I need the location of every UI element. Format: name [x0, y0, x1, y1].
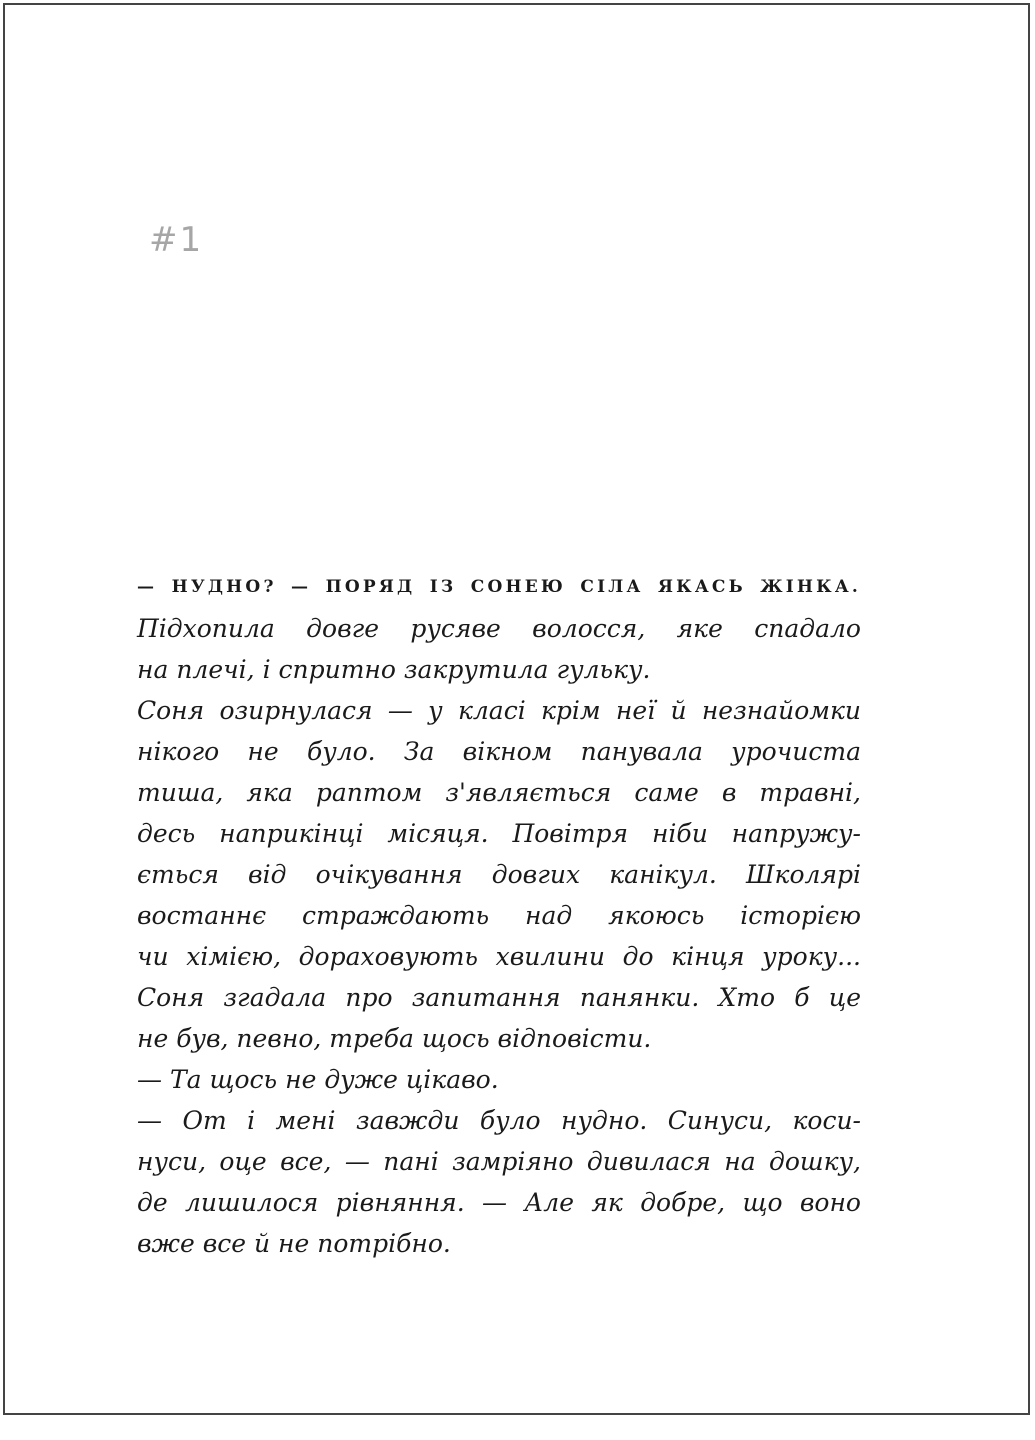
text-line: — Та щось не дуже цікаво. — [137, 1065, 499, 1094]
text-line: тиша, яка раптом з'являється саме в травні, — [137, 778, 861, 807]
text-line: Соня озирнулася — у класі крім неї й незнайомки — [137, 696, 861, 725]
chapter-text — [137, 567, 861, 1264]
text-line: ється від очікування довгих канікул. Школярі — [137, 860, 861, 889]
text-line: де лишилося рівняння. — Але як добре, що воно — [137, 1188, 861, 1217]
text-line: востаннє страждають над якоюсь історією — [137, 901, 861, 930]
text-line: нуси, оце все, — пані замріяно дивилася на дошку, — [137, 1147, 861, 1176]
text-line: десь наприкінці місяця. Повітря ніби напружу- — [137, 819, 861, 848]
text-line: вже все й не потрібно. — [137, 1229, 451, 1258]
text-line: Соня згадала про запитання панянки. Хто б це — [137, 983, 861, 1012]
text-line: Підхопила довге русяве волосся, яке спадало — [137, 614, 861, 643]
text-line: — От і мені завжди було нудно. Синуси, коси- — [137, 1106, 861, 1135]
text-line: не був, певно, треба щось відповісти. — [137, 1024, 652, 1053]
text-line: нікого не було. За вікном панувала урочиста — [137, 737, 861, 766]
text-line-opening: — НУДНО? — ПОРЯД ІЗ СОНЕЮ СІЛА ЯКАСЬ ЖІНКА. — [137, 577, 861, 597]
book-page — [3, 3, 1030, 1415]
chapter-number: #1 — [149, 220, 204, 260]
text-line: на плечі, і спритно закрутила гульку. — [137, 655, 651, 684]
text-line: чи хімією, дораховують хвилини до кінця уроку... — [137, 942, 861, 971]
